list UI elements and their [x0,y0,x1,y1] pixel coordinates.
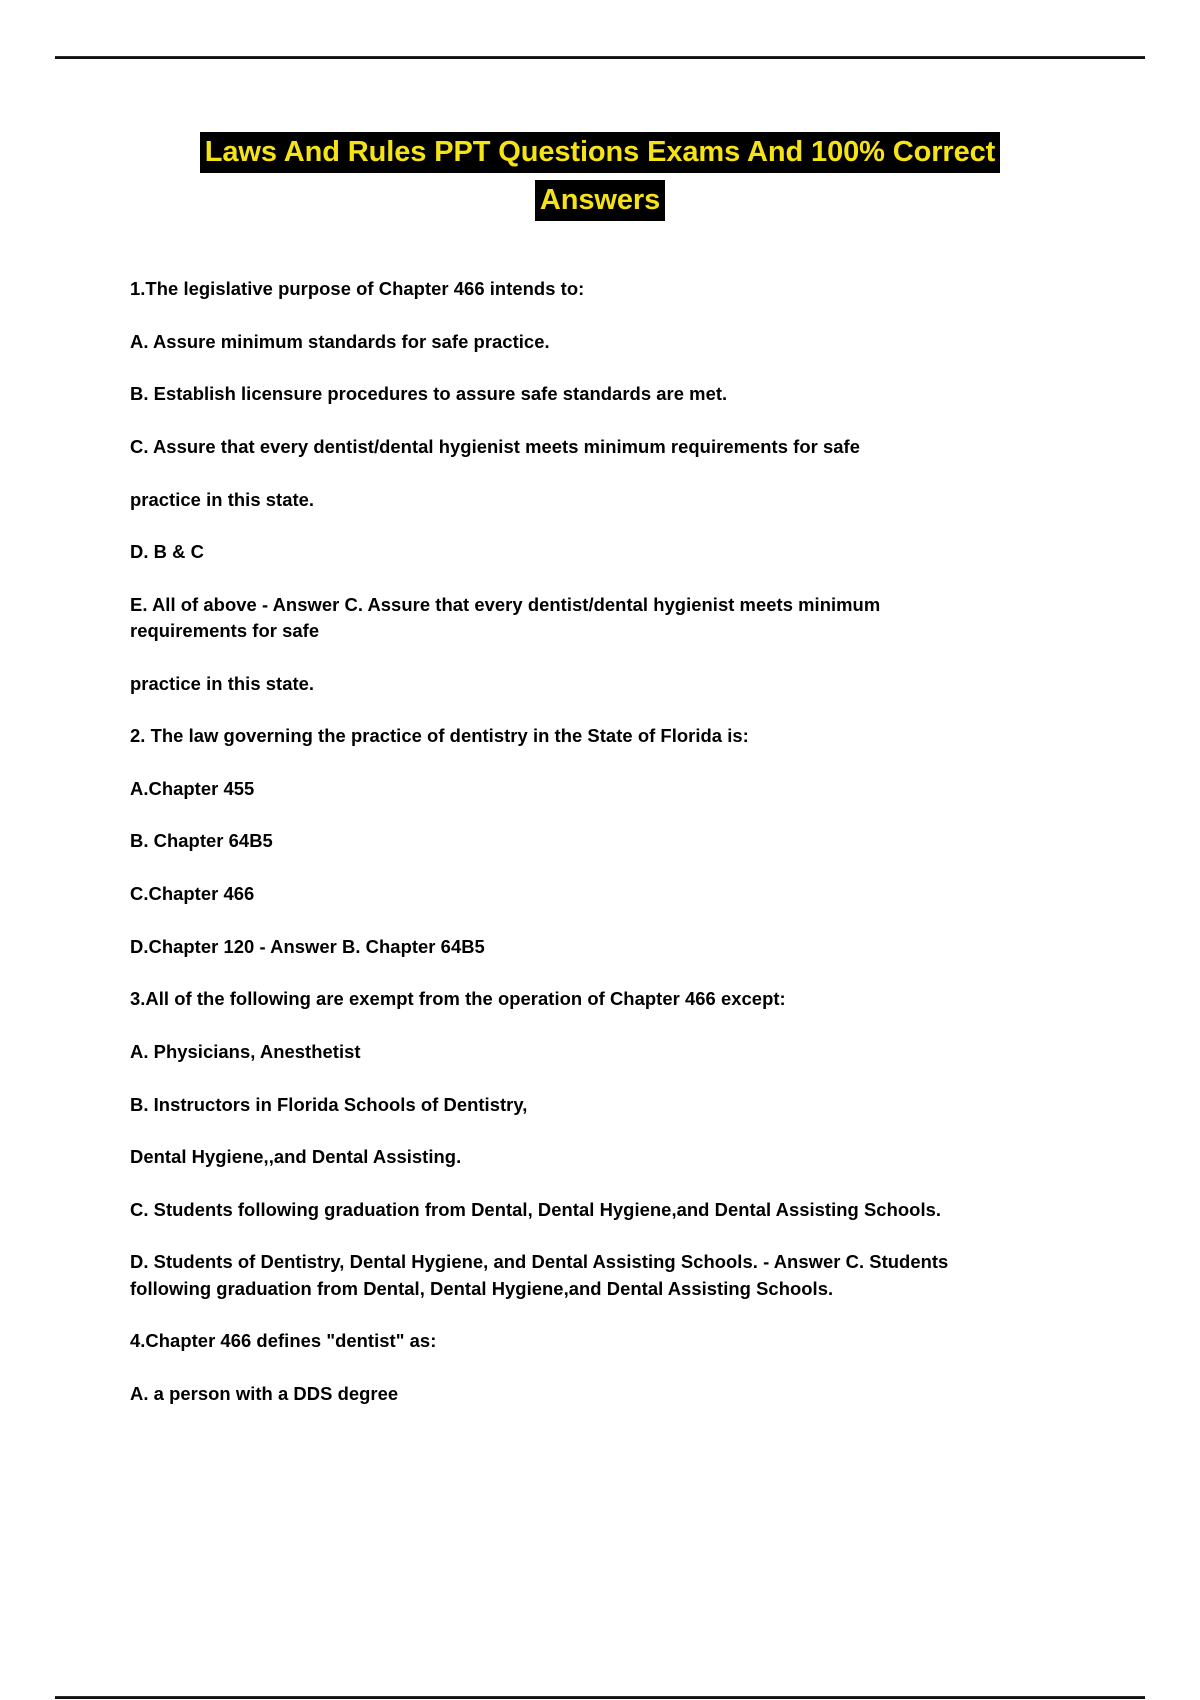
page-top-rule [55,56,1145,59]
question-3-stem: 3.All of the following are exempt from the operation of Chapter 466 except: [130,988,786,1010]
question-3-option-b: B. Instructors in Florida Schools of Dentistry, [130,1093,528,1115]
question-1-option-d: D. B & C [130,541,204,563]
question-3-option-b-cont: Dental Hygiene,,and Dental Assisting. [130,1146,462,1168]
question-1-answer-cont: practice in this state. [130,672,315,694]
document-title [130,131,1070,221]
question-2-option-b: B. Chapter 64B5 [130,830,273,852]
question-1-option-c: C. Assure that every dentist/dental hygienist meets minimum requirements for safe [130,435,861,457]
document-body [130,276,978,1407]
question-2-option-d-answer: D.Chapter 120 - Answer B. Chapter 64B5 [130,935,485,957]
title-highlight-2: Answers [535,180,665,221]
question-3-option-d-answer: D. Students of Dentistry, Dental Hygiene, and Dental Assisting Schools. - Answer C. Students following graduation from Dental, Dental Hygiene,and Dental Assisting Schools. [130,1251,949,1299]
question-2-option-c: C.Chapter 466 [130,883,255,904]
question-1-option-c-cont: practice in this state. [130,488,315,510]
question-3-option-c: C. Students following graduation from Dental, Dental Hygiene,and Dental Assisting Schools. [130,1198,942,1220]
question-1-stem: 1.The legislative purpose of Chapter 466 intends to: [130,278,585,299]
question-4-stem: 4.Chapter 466 defines "dentist" as: [130,1330,437,1352]
question-1-option-b: B. Establish licensure procedures to assure safe standards are met. [130,383,728,405]
question-2-option-a: A.Chapter 455 [130,777,255,799]
title-line-1 [130,131,1070,173]
question-1-option-e-answer: E. All of above - Answer C. Assure that every dentist/dental hygienist meets minimum requirements for safe [130,593,881,641]
question-3-option-a: A. Physicians, Anesthetist [130,1040,361,1062]
title-line-2 [130,179,1070,221]
page-bottom-rule [55,1696,1145,1699]
question-4-option-a: A. a person with a DDS degree [130,1382,399,1404]
title-highlight-1: Laws And Rules PPT Questions Exams And 100% Correct [200,132,1000,173]
question-2-stem: 2. The law governing the practice of dentistry in the State of Florida is: [130,725,749,747]
question-1-option-a: A. Assure minimum standards for safe practice. [130,330,550,352]
